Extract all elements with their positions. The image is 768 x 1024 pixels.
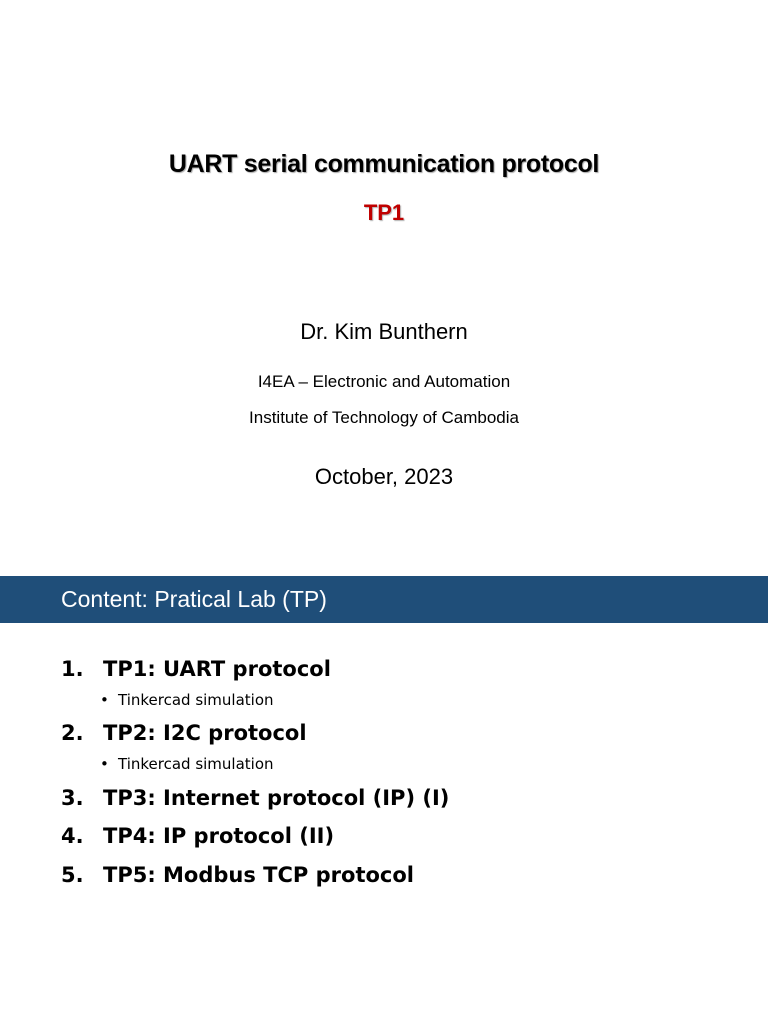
list-item-label: TP2: I2C protocol	[103, 721, 307, 745]
bullet-icon: •	[100, 691, 109, 709]
cover-subtitle: TP1	[363, 200, 405, 225]
list-item	[61, 721, 307, 745]
presentation-date: October, 2023	[314, 464, 454, 489]
list-subitem-label: Tinkercad simulation	[118, 691, 274, 709]
affiliation-department: I4EA – Electronic and Automation	[257, 372, 511, 391]
affiliation-institute: Institute of Technology of Cambodia	[249, 408, 519, 427]
cover-title: UART serial communication protocol	[168, 150, 600, 178]
content-slide	[0, 576, 768, 1024]
list-item-number: 1.	[61, 657, 84, 681]
list-item-label: TP4: IP protocol (II)	[103, 824, 335, 848]
list-subitem-label: Tinkercad simulation	[118, 755, 274, 773]
list-item-label: TP5: Modbus TCP protocol	[103, 863, 414, 887]
list-item	[61, 863, 414, 887]
list-item-number: 4.	[61, 824, 84, 848]
list-item	[61, 786, 449, 810]
list-item-number: 5.	[61, 863, 84, 887]
list-item-label: TP3: Internet protocol (IP) (I)	[103, 786, 450, 810]
list-item-number: 3.	[61, 786, 84, 810]
list-item	[61, 657, 331, 681]
list-item-label: TP1: UART protocol	[103, 657, 331, 681]
bullet-icon: •	[100, 755, 109, 773]
list-item	[61, 824, 334, 848]
list-subitem	[100, 691, 274, 709]
list-item-number: 2.	[61, 721, 84, 745]
author-name: Dr. Kim Bunthern	[300, 319, 468, 344]
content-header-bar	[0, 576, 768, 623]
list-subitem	[100, 755, 274, 773]
content-header-title: Content: Pratical Lab (TP)	[61, 586, 327, 612]
